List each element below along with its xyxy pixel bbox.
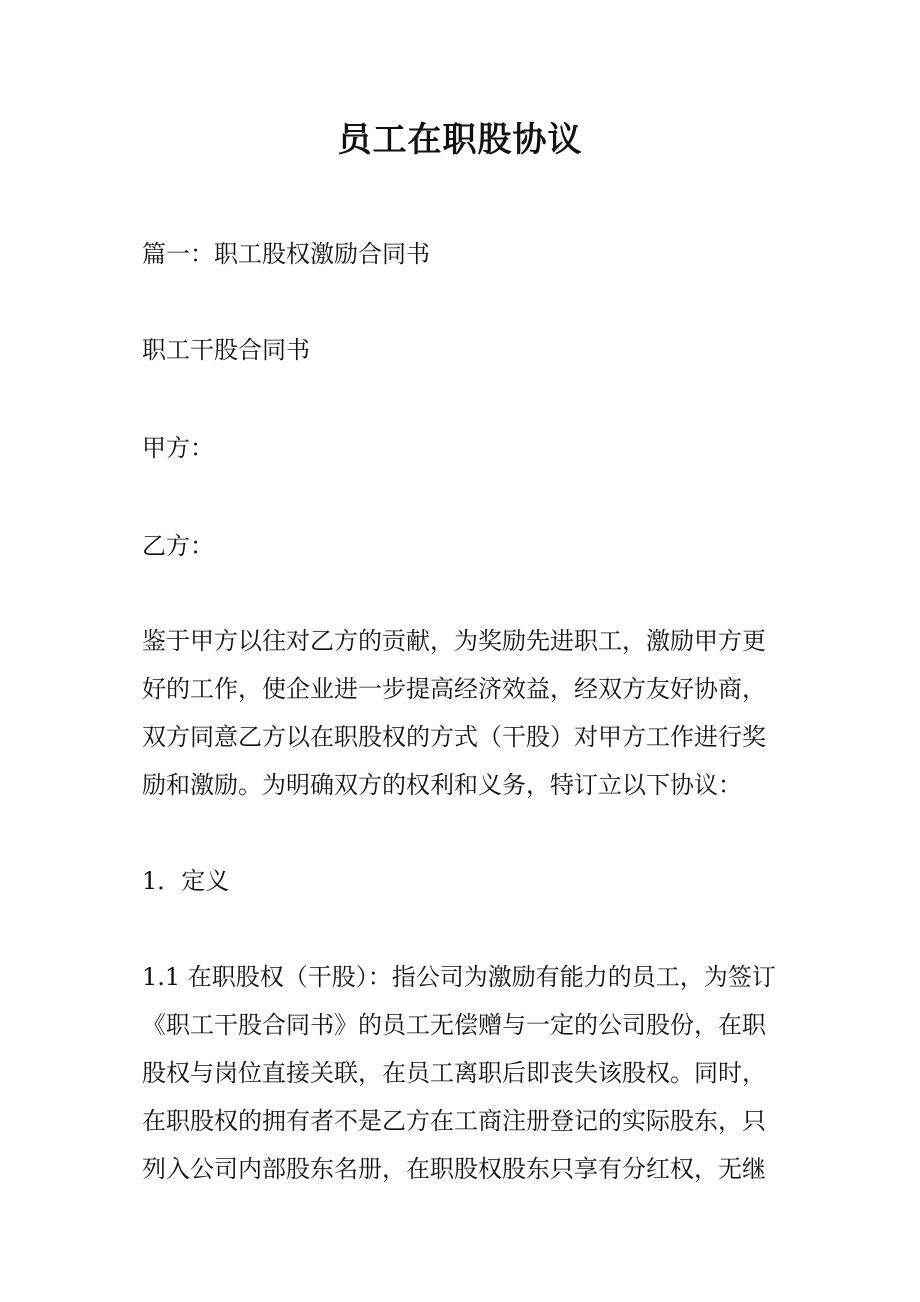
contract-title: 职工干股合同书: [142, 336, 310, 364]
clause-line: 《职工干股合同书》的员工无偿赠与一定的公司股份，在职: [142, 1011, 766, 1039]
preamble-line: 好的工作，使企业进一步提高经济效益，经双方友好协商，: [142, 675, 766, 703]
clause-1-heading: 1．定义: [142, 867, 230, 895]
document-title: 员工在职股协议: [337, 120, 583, 160]
party-b-label: 乙方：: [142, 532, 214, 560]
preamble-line: 双方同意乙方以在职股权的方式（干股）对甲方工作进行奖: [142, 723, 766, 751]
section-heading: 篇一：职工股权激励合同书: [142, 240, 430, 268]
clause-line: 股权与岗位直接关联，在员工离职后即丧失该股权。同时，: [142, 1059, 766, 1087]
preamble-line: 鉴于甲方以往对乙方的贡献，为奖励先进职工，激励甲方更: [142, 627, 766, 655]
preamble-paragraph: [142, 617, 797, 809]
party-a-label: 甲方：: [142, 434, 214, 462]
clause-line: 1.1 在职股权（干股）：指公司为激励有能力的员工，为签订: [142, 963, 776, 991]
clause-line: 在职股权的拥有者不是乙方在工商注册登记的实际股东，只: [142, 1107, 766, 1135]
clause-1-1-paragraph: [142, 953, 797, 1193]
preamble-line: 励和激励。为明确双方的权利和义务，特订立以下协议：: [142, 771, 742, 799]
clause-line: 列入公司内部股东名册，在职股权股东只享有分红权，无继: [142, 1155, 766, 1183]
